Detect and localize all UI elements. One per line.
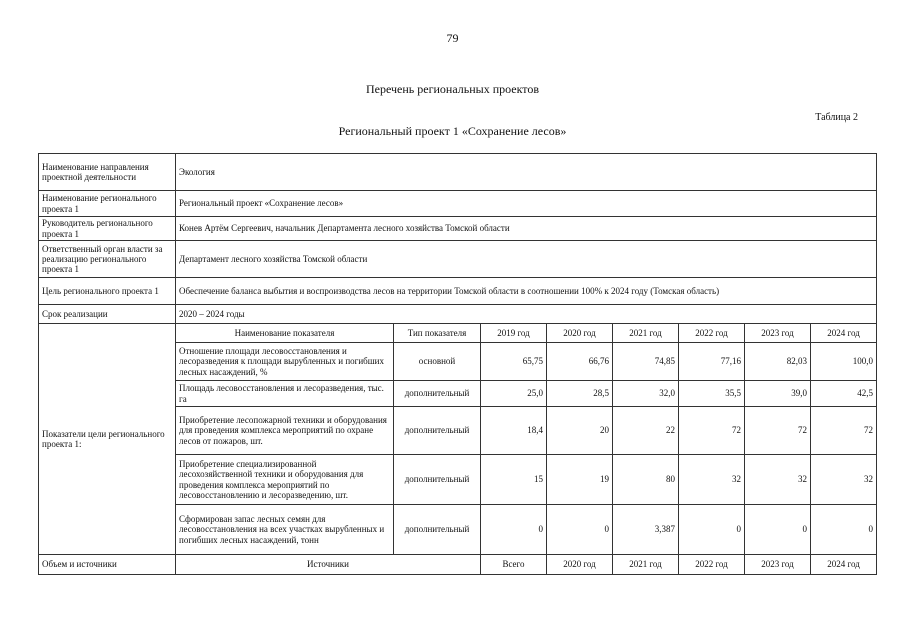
indicator-value: 25,0 xyxy=(481,381,547,407)
indicator-value: 19 xyxy=(547,455,613,505)
indicator-value: 66,76 xyxy=(547,343,613,381)
table-row xyxy=(39,191,877,217)
row-label: Руководитель регионального проекта 1 xyxy=(39,217,176,241)
row-value: Обеспечение баланса выбытия и воспроизводства лесов на территории Томской области в соотношении 100% к 2024 году (Томская область) xyxy=(176,278,877,305)
indicator-name: Приобретение лесопожарной техники и оборудования для проведения комплекса мероприятий по охране лесов от пожаров, шт. xyxy=(176,407,394,455)
table-caption: Таблица 2 xyxy=(815,112,858,123)
indicator-value: 42,5 xyxy=(811,381,877,407)
page-number: 79 xyxy=(446,31,459,45)
header-indicator-type: Тип показателя xyxy=(394,324,481,343)
indicator-name: Приобретение специализированной лесохозяйственной техники и оборудования для проведения комплекса мероприятий по лесовосстановлению и лесоразведению, шт. xyxy=(176,455,394,505)
indicator-value: 35,5 xyxy=(679,381,745,407)
indicator-value: 0 xyxy=(679,505,745,555)
indicator-type: дополнительный xyxy=(394,455,481,505)
table-row xyxy=(39,305,877,324)
header-year: 2024 год xyxy=(811,324,877,343)
indicator-type: дополнительный xyxy=(394,407,481,455)
header-year: 2020 год xyxy=(547,324,613,343)
funding-sources-header: Источники xyxy=(176,555,481,575)
indicator-value: 32,0 xyxy=(613,381,679,407)
indicator-value: 22 xyxy=(613,407,679,455)
indicator-value: 32 xyxy=(811,455,877,505)
row-value: 2020 – 2024 годы xyxy=(176,305,877,324)
funding-column-header: Всего xyxy=(481,555,547,575)
funding-header-row xyxy=(39,555,877,575)
row-label: Цель регионального проекта 1 xyxy=(39,278,176,305)
indicator-value: 77,16 xyxy=(679,343,745,381)
indicator-name: Отношение площади лесовосстановления и лесоразведения к площади вырубленных и погибших лесных насаждений, % xyxy=(176,343,394,381)
project-table xyxy=(38,153,877,575)
indicator-type: дополнительный xyxy=(394,381,481,407)
row-label: Наименование направления проектной деятельности xyxy=(39,154,176,191)
indicator-value: 72 xyxy=(679,407,745,455)
indicator-value: 72 xyxy=(745,407,811,455)
indicator-type: дополнительный xyxy=(394,505,481,555)
indicator-value: 15 xyxy=(481,455,547,505)
header-year: 2021 год xyxy=(613,324,679,343)
indicator-value: 74,85 xyxy=(613,343,679,381)
indicator-value: 0 xyxy=(481,505,547,555)
indicator-value: 0 xyxy=(745,505,811,555)
funding-column-header: 2023 год xyxy=(745,555,811,575)
header-year: 2019 год xyxy=(481,324,547,343)
indicator-value: 32 xyxy=(679,455,745,505)
table-row xyxy=(39,241,877,278)
indicator-value: 0 xyxy=(811,505,877,555)
indicator-value: 20 xyxy=(547,407,613,455)
indicator-name: Сформирован запас лесных семян для лесовосстановления на всех участках вырубленных и погибших лесных насаждений, тонн xyxy=(176,505,394,555)
indicator-value: 28,5 xyxy=(547,381,613,407)
row-value: Департамент лесного хозяйства Томской области xyxy=(176,241,877,278)
header-indicator-name: Наименование показателя xyxy=(176,324,394,343)
indicator-value: 39,0 xyxy=(745,381,811,407)
indicator-value: 100,0 xyxy=(811,343,877,381)
indicator-value: 0 xyxy=(547,505,613,555)
funding-column-header: 2021 год xyxy=(613,555,679,575)
indicators-label: Показатели цели регионального проекта 1: xyxy=(39,324,176,555)
row-label: Наименование регионального проекта 1 xyxy=(39,191,176,217)
funding-column-header: 2020 год xyxy=(547,555,613,575)
indicator-value: 18,4 xyxy=(481,407,547,455)
indicator-value: 3,387 xyxy=(613,505,679,555)
indicator-header-row xyxy=(39,324,877,343)
funding-column-header: 2024 год xyxy=(811,555,877,575)
row-value: Конев Артём Сергеевич, начальник Департамента лесного хозяйства Томской области xyxy=(176,217,877,241)
page-heading: Перечень региональных проектов xyxy=(365,82,540,96)
row-label: Ответственный орган власти за реализацию регионального проекта 1 xyxy=(39,241,176,278)
header-year: 2022 год xyxy=(679,324,745,343)
table-row xyxy=(39,278,877,305)
project-title: Региональный проект 1 «Сохранение лесов» xyxy=(338,124,567,138)
indicator-type: основной xyxy=(394,343,481,381)
indicator-value: 72 xyxy=(811,407,877,455)
table-row xyxy=(39,217,877,241)
indicator-value: 82,03 xyxy=(745,343,811,381)
indicator-value: 65,75 xyxy=(481,343,547,381)
indicator-name: Площадь лесовосстановления и лесоразведения, тыс. га xyxy=(176,381,394,407)
row-label: Срок реализации xyxy=(39,305,176,324)
header-year: 2023 год xyxy=(745,324,811,343)
indicator-value: 32 xyxy=(745,455,811,505)
indicator-value: 80 xyxy=(613,455,679,505)
row-value: Экология xyxy=(176,154,877,191)
funding-label: Объем и источники xyxy=(39,555,176,575)
row-value: Региональный проект «Сохранение лесов» xyxy=(176,191,877,217)
table-row xyxy=(39,154,877,191)
funding-column-header: 2022 год xyxy=(679,555,745,575)
